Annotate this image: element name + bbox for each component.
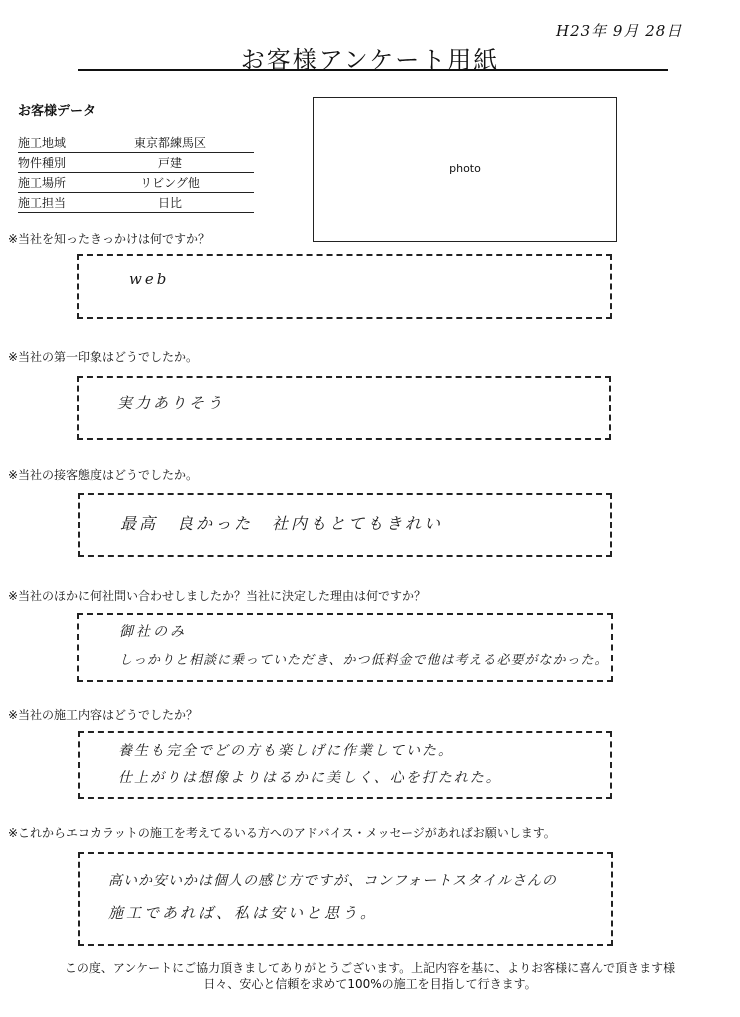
info-value: 東京都練馬区 [86, 133, 254, 153]
customer-data-heading: お客様データ [18, 104, 97, 119]
survey-date: H23年 9月 28日 [556, 22, 683, 40]
answer-6-line-1: 高いか安いかは個人の感じ方ですが、コンフォートスタイルさんの [108, 873, 557, 889]
answer-2-line-1: 実力ありそう [117, 394, 226, 412]
answer-box-6 [78, 852, 613, 946]
answer-5-line-1: 養生も完全でどの方も楽しげに作業していた。 [118, 743, 454, 759]
footer-line-2: 日々、安心と信頼を求めて100%の施工を目指して行きます。 [203, 977, 537, 991]
question-4: ※当社のほかに何社問い合わせしましたか？当社に決定した理由は何ですか？ [8, 589, 427, 603]
title-underline [78, 69, 668, 71]
info-row [18, 133, 254, 153]
customer-info-table [18, 133, 254, 213]
info-label: 施工地域 [18, 133, 86, 153]
answer-box-4 [77, 613, 613, 682]
question-2: ※当社の第一印象はどうでしたか。 [8, 350, 199, 364]
answer-box-5 [78, 731, 612, 799]
footer-line-1: この度、アンケートにご協力頂きましてありがとうございます。上記内容を基に、よりお客様に喜んで頂きます様 [64, 961, 676, 975]
photo-placeholder [313, 97, 617, 242]
answer-6-line-2: 施工であれば、私は安いと思う。 [108, 904, 379, 922]
info-label: 施工場所 [18, 173, 86, 193]
question-1: ※当社を知ったきっかけは何ですか？ [8, 232, 211, 246]
answer-box-1 [77, 254, 612, 319]
answer-1-line-1: web [129, 270, 170, 288]
info-row [18, 153, 254, 173]
answer-3-line-1: 最高 良かった 社内もとてもきれい [120, 514, 444, 533]
info-value: リビング他 [86, 173, 254, 193]
info-row [18, 173, 254, 193]
photo-label: photo [449, 162, 481, 175]
question-6: ※これからエコカラットの施工を考えてるいる方へのアドバイス・メッセージがあればお願いします。 [8, 826, 556, 840]
info-row [18, 193, 254, 213]
answer-box-2 [77, 376, 611, 440]
info-value: 日比 [86, 193, 254, 213]
answer-4-line-2: しっかりと相談に乗っていただき、かつ低料金で他は考える必要がなかった。 [119, 653, 609, 668]
answer-5-line-2: 仕上がりは想像よりはるかに美しく、心を打たれた。 [118, 770, 502, 786]
info-label: 施工担当 [18, 193, 86, 213]
question-3: ※当社の接客態度はどうでしたか。 [8, 468, 199, 482]
answer-box-3 [78, 493, 612, 557]
question-5: ※当社の施工内容はどうでしたか？ [8, 708, 199, 722]
answer-4-line-1: 御社のみ [119, 624, 187, 640]
info-label: 物件種別 [18, 153, 86, 173]
info-value: 戸建 [86, 153, 254, 173]
page-title: お客様アンケート用紙 [240, 46, 500, 74]
